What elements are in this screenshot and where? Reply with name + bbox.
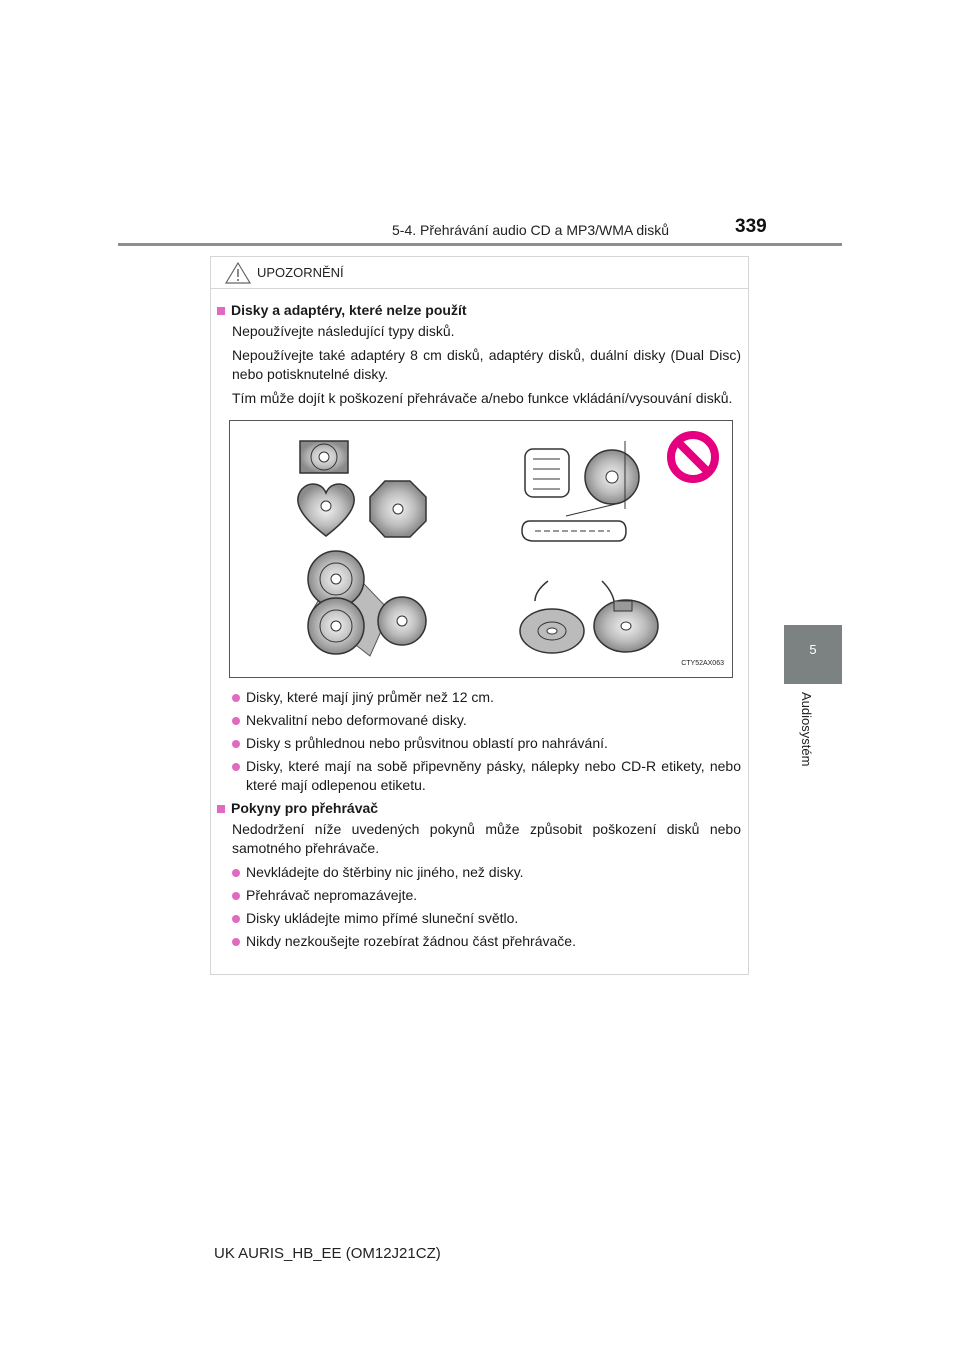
warning-content	[211, 289, 748, 951]
list-item-text: Disky, které mají jiný průměr než 12 cm.	[246, 689, 494, 705]
list-item-text: Disky, které mají na sobě připevněny pásky, nálepky nebo CD-R etikety, nebo které mají odlepenou etiketu.	[246, 758, 741, 793]
paragraph: Nedodržení níže uvedených pokynů může způsobit poškození disků nebo samotného přehrávače.	[232, 821, 741, 856]
list-item-text: Nekvalitní nebo deformované disky.	[246, 712, 467, 728]
list-item	[217, 757, 741, 795]
transparent-disc-icon	[308, 551, 426, 656]
list-item	[217, 688, 741, 707]
list-item	[217, 909, 741, 928]
warning-triangle-icon	[225, 262, 251, 284]
circle-bullet-icon	[232, 763, 240, 771]
list-item-text: Disky ukládejte mimo přímé sluneční světlo.	[246, 910, 519, 926]
section-title-text: Pokyny pro přehrávač	[231, 800, 379, 816]
circle-bullet-icon	[232, 717, 240, 725]
warning-heading: UPOZORNĚNÍ	[257, 265, 344, 280]
square-disc-icon	[300, 441, 348, 473]
warning-header	[211, 257, 748, 289]
section-title	[217, 301, 741, 320]
figure-code: CTY52AX063	[681, 660, 724, 667]
warning-box	[210, 256, 749, 975]
list-item	[217, 886, 741, 905]
list-item-text: Nikdy nezkoušejte rozebírat žádnou část přehrávače.	[246, 933, 576, 949]
circle-bullet-icon	[232, 938, 240, 946]
disc-adapter-icon	[522, 441, 639, 541]
paragraph: Nepoužívejte následující typy disků.	[232, 323, 455, 339]
section-title-text: Disky a adaptéry, které nelze použít	[231, 302, 467, 318]
disc-illustration	[229, 420, 733, 678]
page-number: 339	[735, 216, 767, 237]
list-item-text: Přehrávač nepromazávejte.	[246, 887, 418, 903]
list-item-text: Nevkládejte do štěrbiny nic jiného, než disky.	[246, 864, 524, 880]
circle-bullet-icon	[232, 694, 240, 702]
heart-disc-icon	[298, 484, 354, 536]
circle-bullet-icon	[232, 915, 240, 923]
circle-bullet-icon	[232, 892, 240, 900]
footer-model: UK AURIS_HB_EE (OM12J21CZ)	[214, 1245, 441, 1262]
list-item-text: Disky s průhlednou nebo průsvitnou oblastí pro nahrávání.	[246, 735, 608, 751]
chapter-tab: 5	[784, 625, 842, 684]
list-item	[217, 711, 741, 730]
list-item	[217, 863, 741, 882]
circle-bullet-icon	[232, 740, 240, 748]
disc-illustration-art	[230, 421, 732, 677]
paragraph: Nepoužívejte také adaptéry 8 cm disků, adaptéry disků, duální disky (Dual Disc) nebo potisknutelné disky.	[232, 347, 741, 382]
header-rule	[118, 243, 842, 246]
section-title	[217, 799, 741, 818]
square-bullet-icon	[217, 307, 225, 315]
list-item	[217, 932, 741, 951]
list-item	[217, 734, 741, 753]
prohibited-sign-icon	[671, 435, 715, 479]
header-title: 5-4. Přehrávání audio CD a MP3/WMA disků	[392, 222, 670, 238]
square-bullet-icon	[217, 805, 225, 813]
octagon-disc-icon	[370, 481, 426, 537]
circle-bullet-icon	[232, 869, 240, 877]
paragraph: Tím může dojít k poškození přehrávače a/nebo funkce vkládání/vysouvání disků.	[232, 390, 733, 406]
chapter-label: Audiosystém	[799, 692, 814, 767]
labeled-disc-icon	[520, 581, 658, 653]
